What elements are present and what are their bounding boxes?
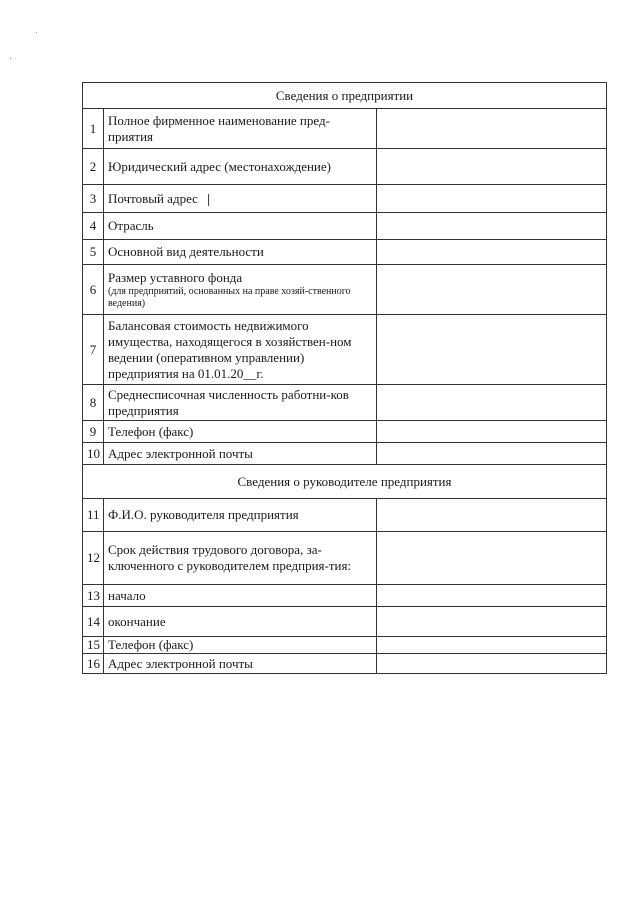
row-label [104,265,377,315]
row-number: 4 [83,213,104,240]
table-row [83,499,607,532]
value-cell-director-phone[interactable] [377,637,607,654]
table-row [83,585,607,607]
scan-speck [36,32,37,33]
value-cell-contract-term[interactable] [377,532,607,585]
row-number: 3 [83,185,104,213]
table-row [83,315,607,385]
row-label: Ф.И.О. руководителя предприятия [104,499,377,532]
value-cell-main-activity[interactable] [377,240,607,265]
row-number: 13 [83,585,104,607]
table-row [83,265,607,315]
table-row [83,637,607,654]
row-label: начало [104,585,377,607]
row-label: Телефон (факс) [104,637,377,654]
row-label: Адрес электронной почты [104,443,377,465]
row-label: Адрес электронной почты [104,654,377,674]
value-cell-postal-address[interactable] [377,185,607,213]
row-number: 14 [83,607,104,637]
row-label: Отрасль [104,213,377,240]
value-cell-director-name[interactable] [377,499,607,532]
value-cell-email[interactable] [377,443,607,465]
row-number: 12 [83,532,104,585]
row-label: Полное фирменное наименование пред-приятия [104,109,377,149]
table-row [83,654,607,674]
row-label: Юридический адрес (местонахождение) [104,149,377,185]
row-number: 1 [83,109,104,149]
value-cell-director-email[interactable] [377,654,607,674]
row-label: Телефон (факс) [104,421,377,443]
row-number: 9 [83,421,104,443]
row-number: 11 [83,499,104,532]
section-title-company: Сведения о предприятии [83,83,607,109]
text-cursor-mark [208,194,209,206]
table-row [83,443,607,465]
table-row [83,421,607,443]
value-cell-full-name[interactable] [377,109,607,149]
row-number: 8 [83,385,104,421]
value-cell-industry[interactable] [377,213,607,240]
value-cell-headcount[interactable] [377,385,607,421]
value-cell-phone[interactable] [377,421,607,443]
scan-speck [10,58,11,59]
row-label: Среднесписочная численность работни-ков предприятия [104,385,377,421]
table-row [83,185,607,213]
table-row [83,385,607,421]
row-number: 5 [83,240,104,265]
row-label-note: (для предприятий, основанных на праве хозяй-ственного ведения) [108,285,351,309]
row-label-text: Размер уставного фонда [108,269,243,285]
row-label-text: Почтовый адрес [108,190,198,206]
section-header-row [83,83,607,109]
value-cell-balance-value[interactable] [377,315,607,385]
row-number: 6 [83,265,104,315]
table-row [83,240,607,265]
row-number: 16 [83,654,104,674]
row-number: 2 [83,149,104,185]
value-cell-contract-end[interactable] [377,607,607,637]
table-row [83,532,607,585]
enterprise-info-table [82,82,607,674]
row-number: 10 [83,443,104,465]
table-row [83,213,607,240]
row-number: 7 [83,315,104,385]
row-label: Срок действия трудового договора, за-ключенного с руководителем предприя-тия: [104,532,377,585]
value-cell-legal-address[interactable] [377,149,607,185]
table-row [83,109,607,149]
row-label [104,185,377,213]
value-cell-contract-start[interactable] [377,585,607,607]
section-header-row [83,465,607,499]
value-cell-charter-capital[interactable] [377,265,607,315]
row-label: Балансовая стоимость недвижимого имущества, находящегося в хозяйствен-ном ведении (оперативном управлении) предприятия на 01.01.20__г. [104,315,377,385]
table-row [83,607,607,637]
row-label: окончание [104,607,377,637]
row-label: Основной вид деятельности [104,240,377,265]
table-row [83,149,607,185]
section-title-director: Сведения о руководителе предприятия [83,465,607,499]
row-number: 15 [83,637,104,654]
